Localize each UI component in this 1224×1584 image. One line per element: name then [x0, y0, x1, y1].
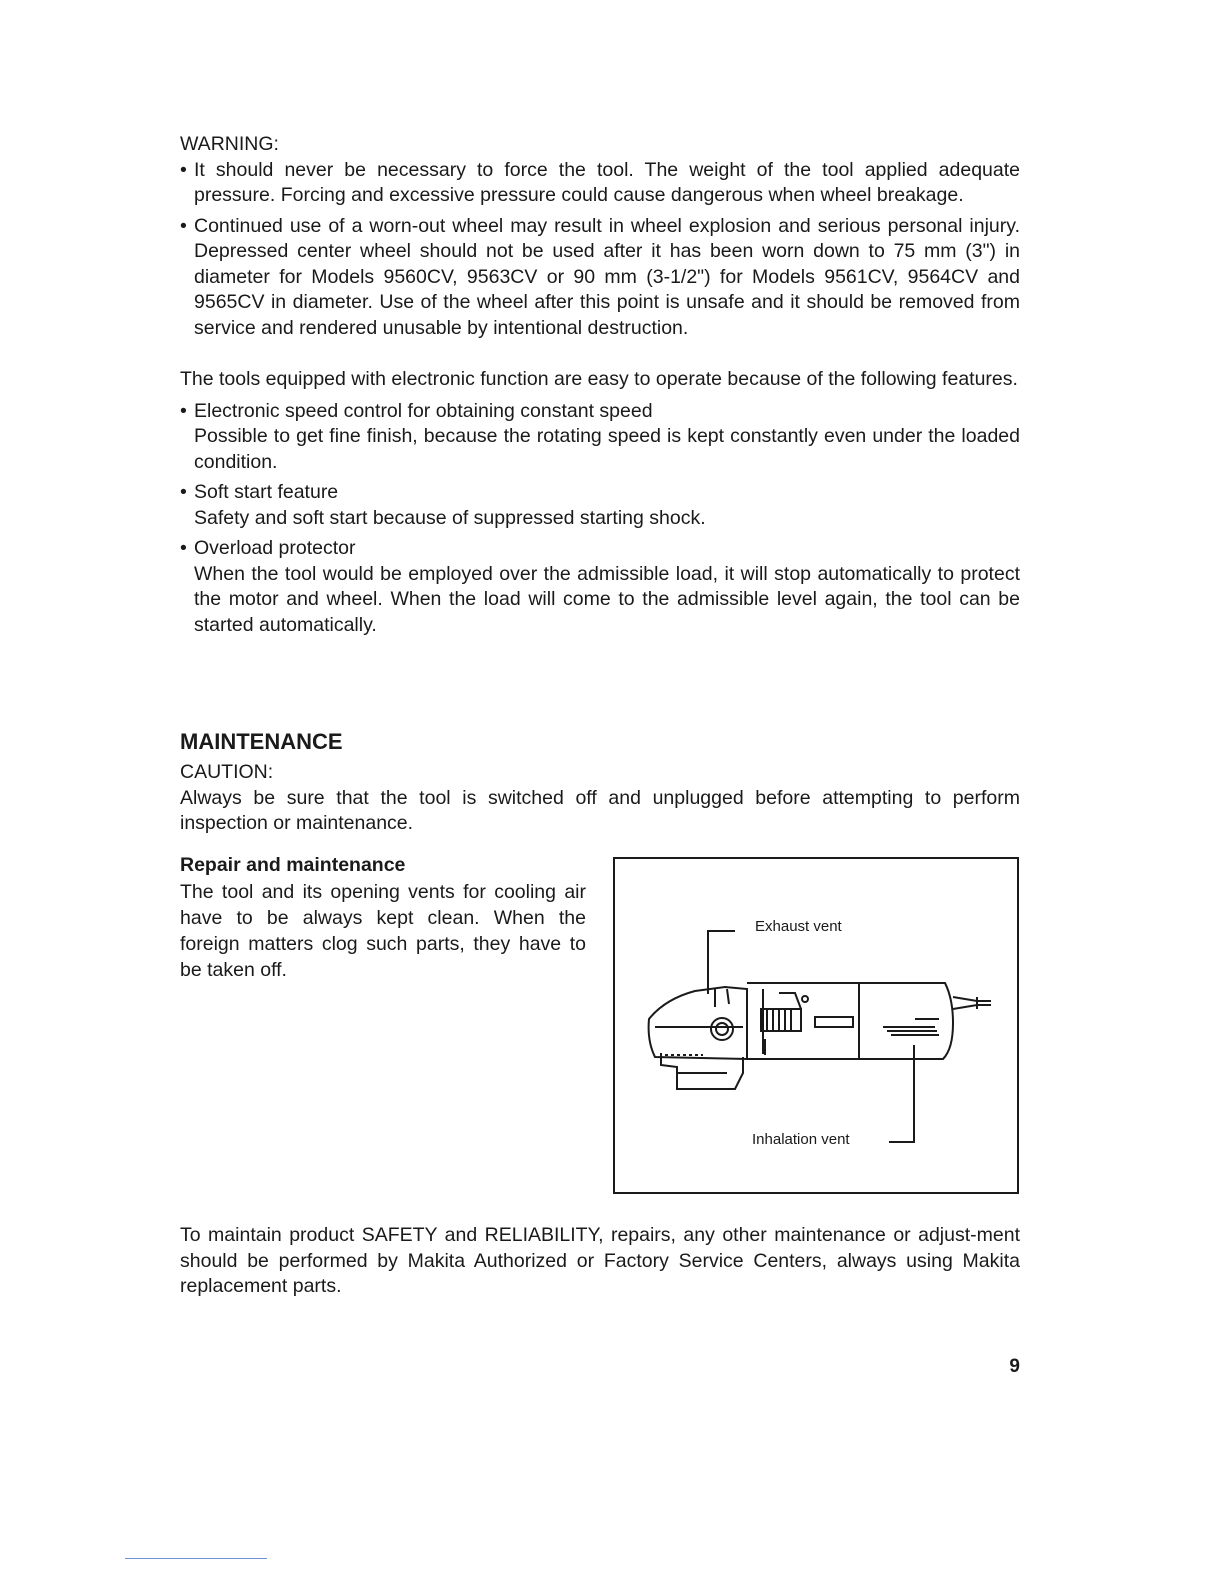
bullet-icon: • [180, 481, 187, 503]
bullet-icon: • [180, 399, 187, 422]
repair-section [180, 853, 586, 983]
repair-text: The tool and its opening vents for cooling air have to be always kept clean. When the foreign matters clog such parts, they have to be taken off. [180, 880, 586, 981]
inhalation-vent-label: Inhalation vent [752, 1131, 850, 1148]
bottom-rule [125, 1558, 267, 1559]
bullet-icon: • [180, 214, 187, 237]
feature-text: Safety and soft start because of suppressed starting shock. [194, 506, 706, 529]
feature-text: Possible to get fine finish, because the rotating speed is kept constantly even under the loaded condition. [194, 425, 1020, 473]
feature-text: When the tool would be employed over the admissible load, it will stop automatically to protect the motor and wheel. When the load will come to the admissible level again, the tool can be started automatically. [194, 562, 1020, 636]
exhaust-vent-label: Exhaust vent [755, 918, 842, 935]
maintenance-section [180, 728, 1020, 837]
feature-item [180, 399, 1020, 476]
caution-text: Always be sure that the tool is switched off and unplugged before attempting to perform inspection or maintenance. [180, 786, 1020, 834]
warning-heading: WARNING: [180, 133, 279, 155]
feature-title: Soft start feature [194, 481, 339, 503]
bullet-icon: • [180, 158, 187, 181]
warning-item: • Continued use of a worn-out wheel may result in wheel explosion and serious personal injury. Depressed center wheel should not be used after it has been worn down to 75 mm (3") in diameter for Models 9560CV, 9563CV or 90 mm (3-1/2") for Models 9561CV, 9564CV and 9565CV in diameter. Use of the wheel after this point is unsafe and it should be removed from service and rendered unusable by intentional destruction. [180, 214, 1020, 339]
feature-title: Overload protector [194, 537, 356, 559]
features-list [180, 399, 1020, 639]
grinder-vent-figure [613, 857, 1019, 1194]
page-number: 9 [1009, 1356, 1020, 1377]
maintenance-heading: MAINTENANCE [180, 729, 343, 754]
caution-label: CAUTION: [180, 761, 274, 783]
feature-item [180, 536, 1020, 638]
features-intro: The tools equipped with electronic function are easy to operate because of the following features. [180, 368, 1018, 390]
repair-heading: Repair and maintenance [180, 854, 406, 876]
closing-section [180, 1223, 1020, 1300]
bullet-icon: • [180, 537, 187, 559]
warning-list [180, 158, 1020, 342]
feature-title: Electronic speed control for obtaining constant speed [194, 399, 653, 422]
features-section [180, 367, 1020, 638]
closing-text: To maintain product SAFETY and RELIABILITY, repairs, any other maintenance or adjust-ment should be performed by Makita Authorized or Factory Service Centers, always using Makita replacement parts. [180, 1224, 1020, 1297]
warning-section [180, 132, 1020, 341]
feature-item [180, 480, 1020, 531]
warning-item: • It should never be necessary to force the tool. The weight of the tool applied adequate pressure. Forcing and excessive pressure could cause dangerous when wheel breakage. [180, 158, 1020, 206]
